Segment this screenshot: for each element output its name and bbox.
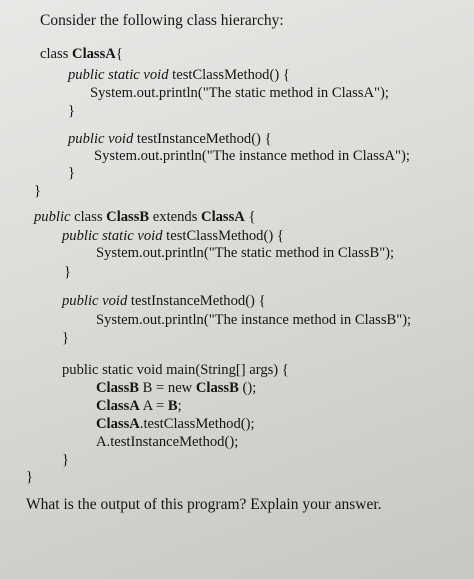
question-text: What is the output of this program? Explain your answer. [26,496,382,513]
main-statement-1: ClassB B = new ClassB (); [96,380,257,396]
intro-text: Consider the following class hierarchy: [40,12,284,29]
class-b-static-method-close: } [64,264,72,280]
class-a-close: } [34,183,42,199]
class-a-static-method-signature: public static void testClassMethod() { [68,67,290,83]
class-b-instance-method-close: } [62,330,70,346]
main-statement-2: ClassA A = B; [96,398,182,414]
main-statement-3: ClassA.testClassMethod(); [96,416,255,432]
class-b-static-method-signature: public static void testClassMethod() { [62,228,284,244]
main-method-close: } [62,452,70,468]
class-b-static-method-body: System.out.println("The static method in ClassB"); [96,245,395,261]
class-b-declaration: public class ClassB extends ClassA { [34,209,256,225]
class-b-close: } [26,469,34,485]
main-method-signature: public static void main(String[] args) { [62,362,289,378]
main-statement-4: A.testInstanceMethod(); [96,434,239,450]
class-b-instance-method-body: System.out.println("The instance method in ClassB"); [96,312,412,328]
class-a-instance-method-close: } [68,165,76,181]
class-a-instance-method-body: System.out.println("The instance method in ClassA"); [94,148,410,164]
class-a-static-method-body: System.out.println("The static method in ClassA"); [90,85,389,101]
class-a-instance-method-signature: public void testInstanceMethod() { [68,131,272,147]
class-b-instance-method-signature: public void testInstanceMethod() { [62,293,266,309]
class-a-declaration: class ClassA{ [40,46,123,62]
class-a-static-method-close: } [68,103,76,119]
